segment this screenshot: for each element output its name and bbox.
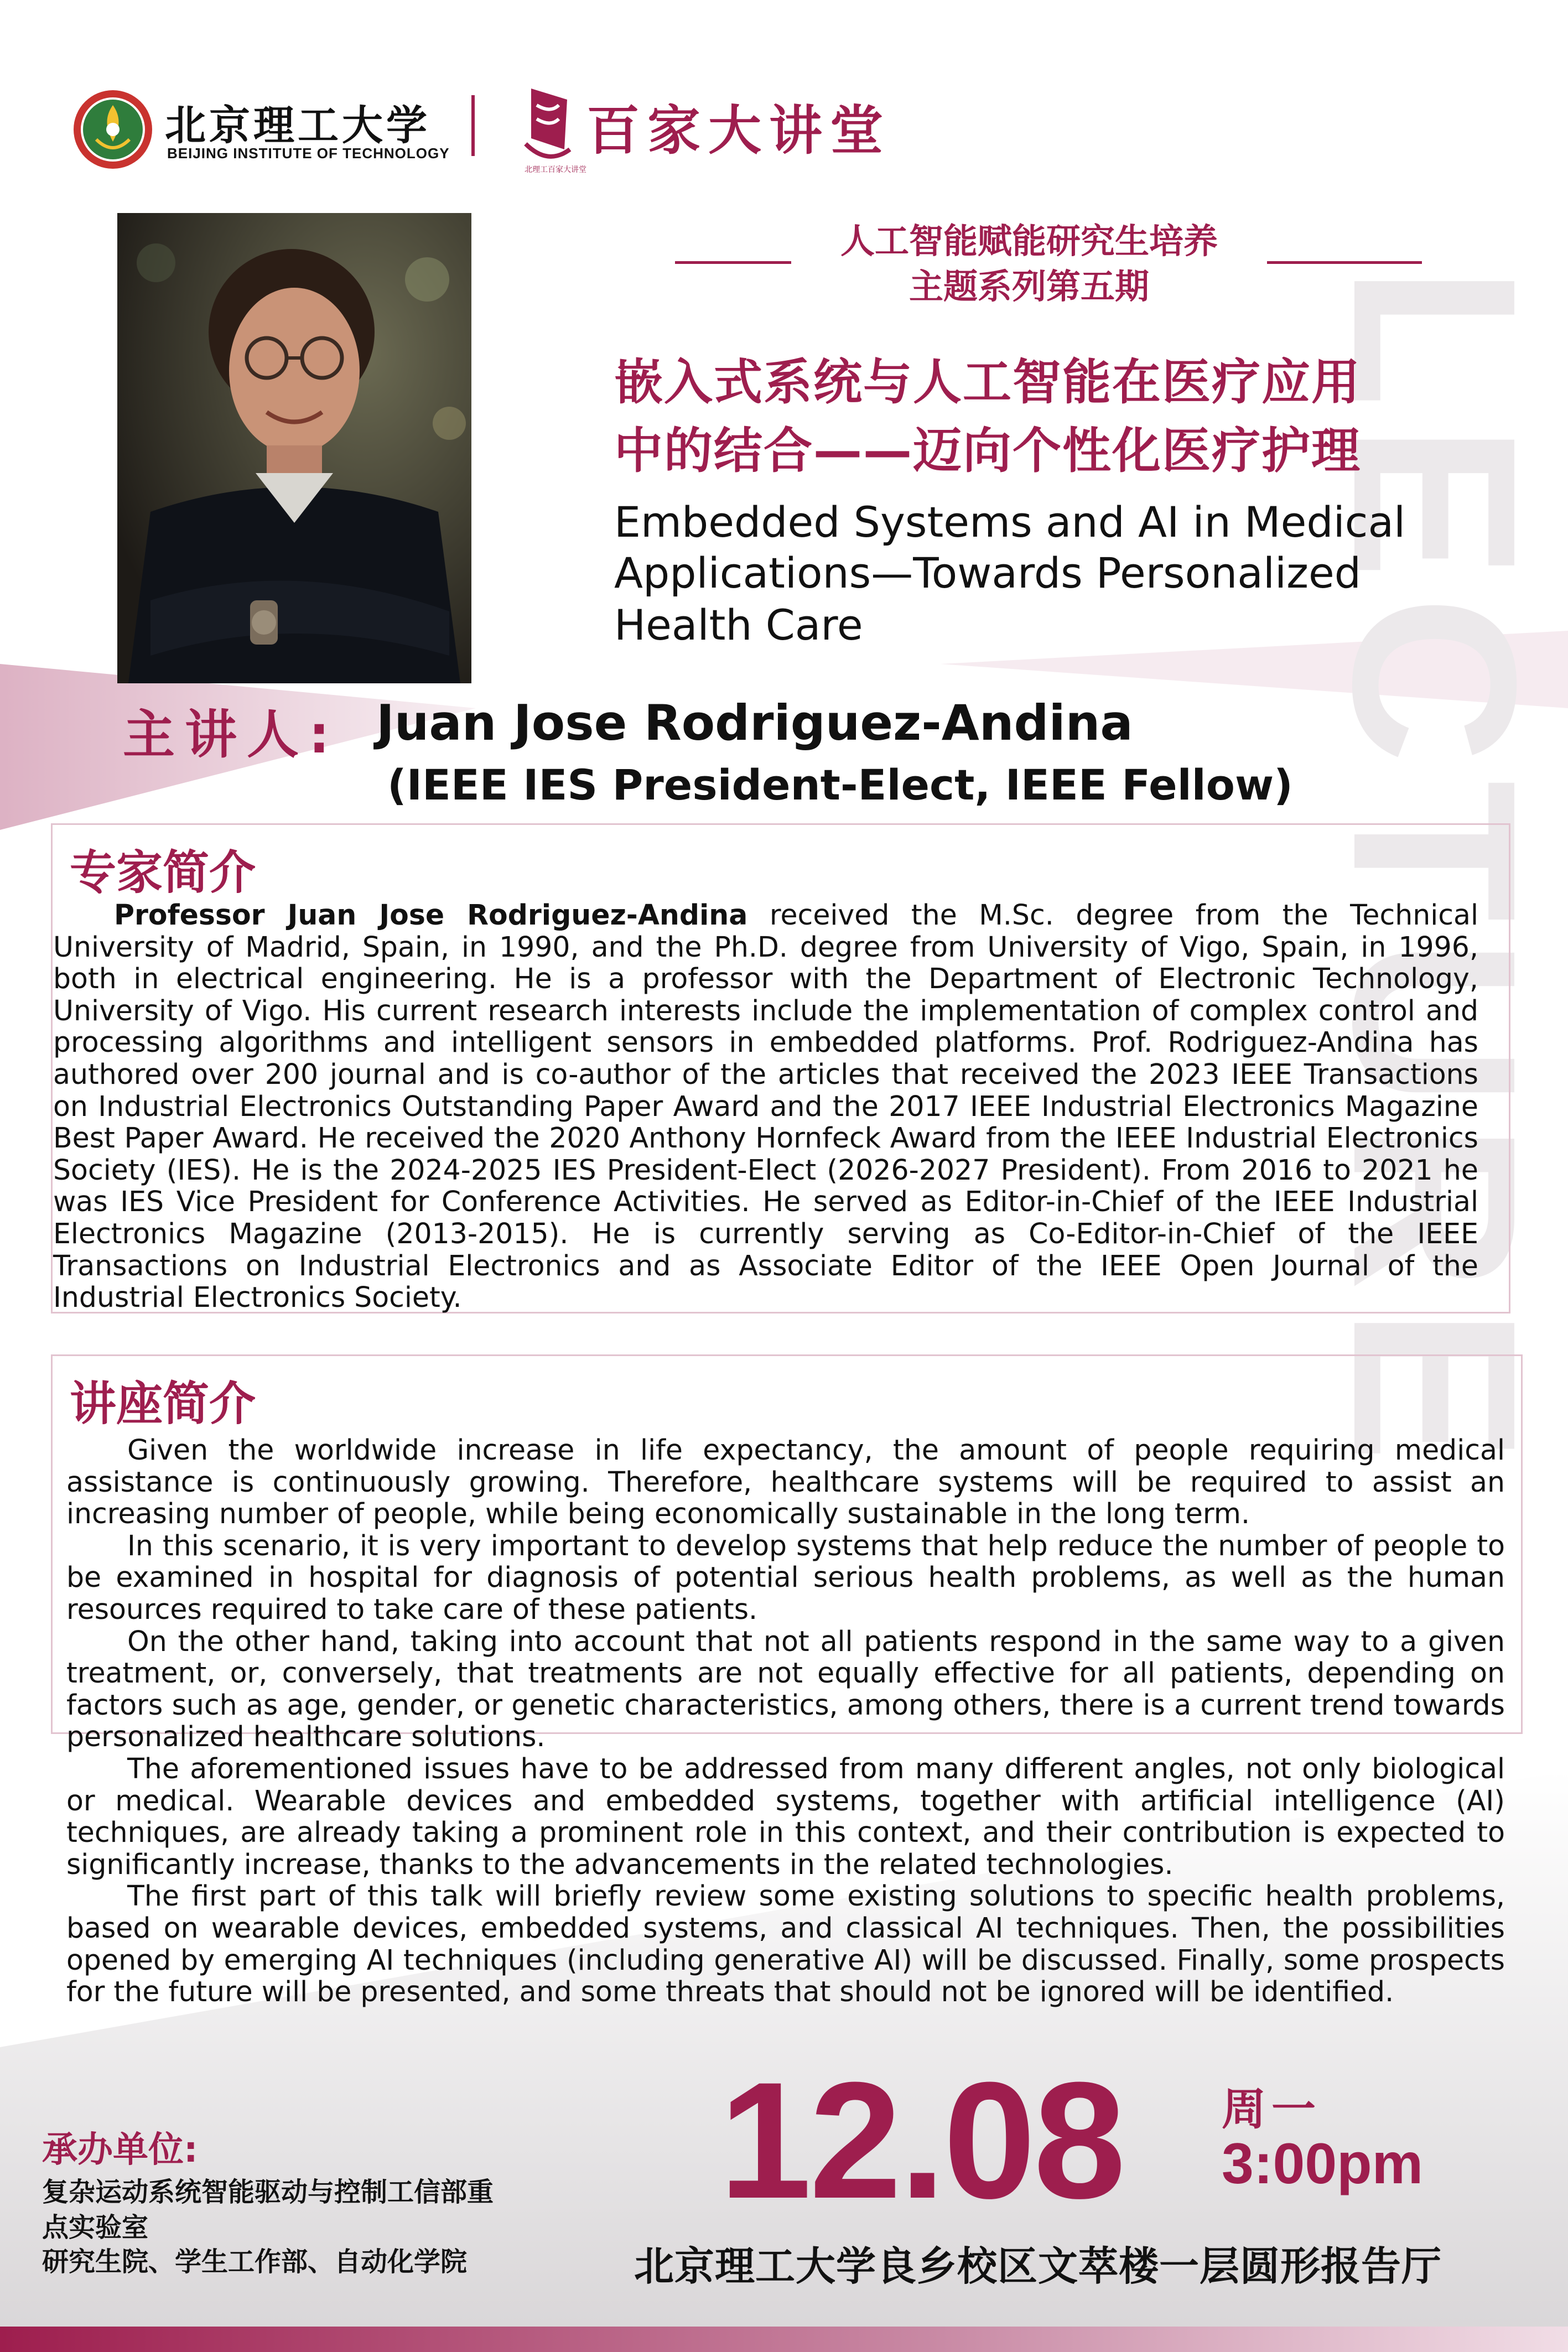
organizer-label: 承办单位:	[42, 2130, 198, 2171]
lecture-brand-logo-icon	[520, 83, 575, 166]
abstract-paragraph: The first part of this talk will briefly review some existing solutions to specific health problems, based on wearable devices, embedded systems, and classical AI techniques. Then, the possibilities opened by emerging AI techniques (including generative AI) will be discussed. Finally, some prospects for the future will be presented, and some threats that should not be ignored will be identified.	[66, 1879, 1505, 2008]
series-rule-right	[1267, 261, 1422, 264]
speaker-affiliation: (IEEE IES President-Elect, IEEE Fellow)	[387, 760, 1293, 809]
lecture-brand-subtext: 北理工百家大讲堂	[525, 165, 586, 174]
title-en-line3: Health Care	[614, 600, 863, 650]
bio-heading: 专家简介	[70, 845, 256, 900]
speaker-label: 主讲人:	[123, 705, 340, 765]
abstract-paragraph: The aforementioned issues have to be addressed from many different angles, not only biological or medical. Wearable devices and embedded systems, together with artificial intelligence (AI) techniques, are already taking a prominent role in this context, and their contribution is expected to significantly increase, thanks to the advancements in the related technologies.	[66, 1752, 1505, 1881]
university-name-en: BEIJING INSTITUTE OF TECHNOLOGY	[167, 145, 450, 162]
title-cn-line2: 中的结合——迈向个性化医疗护理	[614, 422, 1362, 479]
event-time: 3:00pm	[1222, 2132, 1424, 2196]
abstract-paragraph: Given the worldwide increase in life expectancy, the amount of people requiring medical assistance is continuously growing. Therefore, healthcare systems will be required to assist an increasing number of people, while being economically sustainable in the long term.	[66, 1434, 1505, 1530]
abstract-text	[66, 1434, 1505, 2008]
organizer-line3: 研究生院、学生工作部、自动化学院	[42, 2246, 468, 2277]
bottom-accent-bar	[0, 2327, 1568, 2352]
event-date: 12.08	[719, 2047, 1124, 2233]
abstract-paragraph: In this scenario, it is very important to develop systems that help reduce the number of people to be examined in hospital for diagnosis of potential serious health problems, as well as the human resources required to take care of these patients.	[66, 1529, 1505, 1626]
lecture-watermark: LECTURE	[1305, 266, 1564, 1479]
series-title-line2: 主题系列第五期	[908, 266, 1149, 307]
university-name-cn: 北京理工大学	[165, 102, 430, 149]
event-venue: 北京理工大学良乡校区文萃楼一层圆形报告厅	[634, 2243, 1442, 2289]
series-rule-left	[675, 261, 791, 264]
abstract-heading: 讲座简介	[70, 1377, 256, 1431]
title-cn-line1: 嵌入式系统与人工智能在医疗应用	[614, 354, 1362, 411]
organizer-line2: 点实验室	[42, 2212, 149, 2243]
bio-lead-name: Professor Juan Jose Rodriguez-Andina	[114, 899, 748, 931]
abstract-paragraph: On the other hand, taking into account that not all patients respond in the same way to a given treatment, or, conversely, that treatments are not equally effective for all patients, depending on factors such as age, gender, or genetic characteristics, among others, there is a current trend towards personalized healthcare solutions.	[66, 1624, 1505, 1753]
bio-body: received the M.Sc. degree from the Technical University of Madrid, Spain, in 1990, and the Ph.D. degree from University of Vigo, Spain, in 1996, both in electrical engineering. He is a professor with the Department of Electronic Technology, University of Vigo. His current research interests include the implementation of complex control and processing algorithms and intelligent sensors in embedded platforms. Prof. Rodriguez-Andina has authored over 200 journal and is co-author of the articles that received the 2023 IEEE Transactions on Industrial Electronics Outstanding Paper Award and the 2017 IEEE Industrial Electronics Magazine Best Paper Award. He received the 2020 Anthony Hornfeck Award from the IEEE Industrial Electronics Society (IES). He is the 2024-2025 IES President-Elect (2026-2027 President). From 2016 to 2021 he was IES Vice President for Conference Activities. He served as Editor-in-Chief of the IEEE Industrial Electronics Magazine (2013-2015). He is currently serving as Co-Editor-in-Chief of the IEEE Transactions on Industrial Electronics and as Associate Editor of the IEEE Open Journal of the Industrial Electronics Society.	[53, 899, 1478, 1314]
speaker-name: Juan Jose Rodriguez-Andina	[376, 694, 1133, 751]
event-weekday: 周一	[1222, 2084, 1321, 2135]
organizer-line1: 复杂运动系统智能驱动与控制工信部重	[42, 2177, 494, 2208]
speaker-photo	[117, 213, 471, 683]
title-en-line1: Embedded Systems and AI in Medical	[614, 497, 1406, 547]
title-en-line2: Applications—Towards Personalized	[614, 548, 1361, 598]
university-seal-icon	[72, 89, 154, 170]
header-divider	[471, 95, 475, 156]
lecture-brand-name: 百家大讲堂	[586, 99, 891, 162]
bio-text	[53, 899, 1478, 1313]
series-title-line1: 人工智能赋能研究生培养	[840, 221, 1218, 261]
